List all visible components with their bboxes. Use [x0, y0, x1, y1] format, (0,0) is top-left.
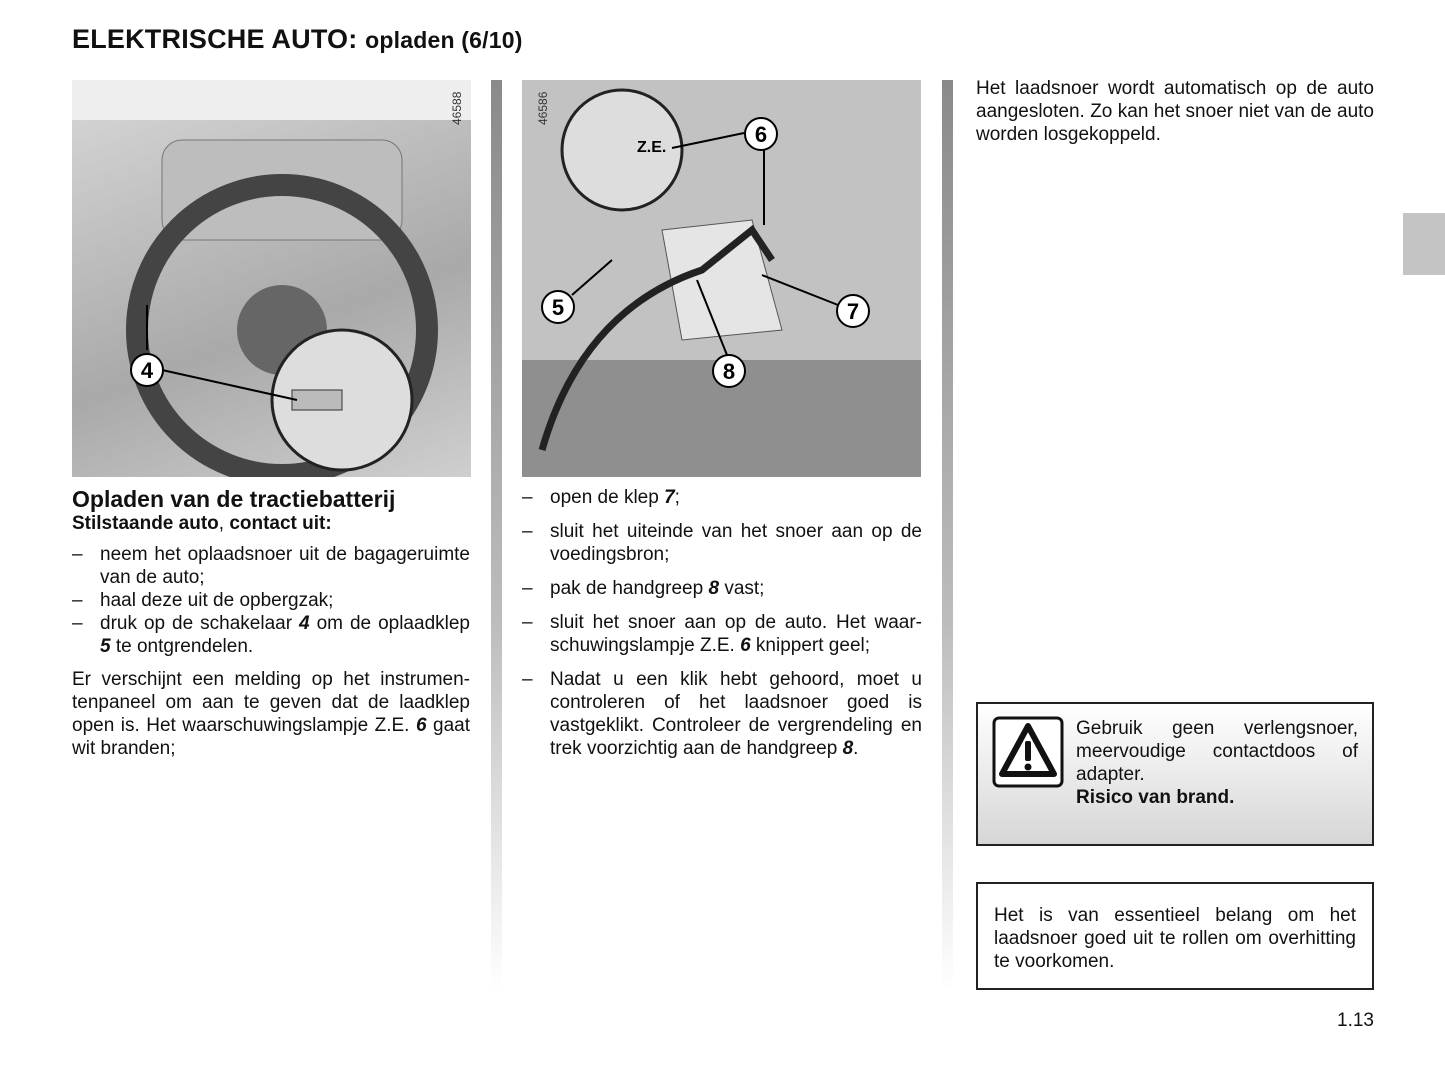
steps-list: [72, 543, 470, 658]
figure-code: 46588: [450, 91, 464, 125]
title-sub: opladen (6/10): [365, 27, 523, 53]
callout-5: 5: [551, 295, 565, 320]
list-item: – Nadat u een klik hebt gehoord, moet u controleren of het laadsnoer goed is vastgeklikt. Controleer de vergrendeling en trek voorzichtig aan de handgreep 8.: [522, 668, 922, 760]
section-subheading: Stilstaande auto, contact uit:: [72, 513, 332, 534]
steps-list: [522, 486, 922, 760]
column-divider: [491, 80, 502, 990]
warning-box: [976, 702, 1374, 846]
column-2: [522, 486, 922, 760]
section-heading: Opladen van de tractiebatterij: [72, 486, 396, 512]
callout-4: 4: [140, 358, 154, 383]
callout-6: 6: [754, 122, 768, 147]
title-main: ELEKTRISCHE AUTO:: [72, 24, 358, 54]
ze-label: Z.E.: [637, 139, 667, 156]
column-3: [976, 77, 1374, 146]
list-item: – open de klep 7;: [522, 486, 922, 509]
note-box: Het is van essentieel belang om het laadsnoer goed uit te rollen om overhitting te voorkomen.: [976, 882, 1374, 990]
chapter-tab: [1403, 213, 1445, 275]
list-item: – haal deze uit de opbergzak;: [72, 589, 470, 612]
column-divider: [942, 80, 953, 990]
warning-text: Gebruik geen verlengsnoer, meervoudige contactdoos of adapter. Risico van brand.: [1076, 718, 1358, 808]
list-item: – druk op de schakelaar 4 om de oplaadklep 5 te ontgrendelen.: [72, 612, 470, 658]
page-title: [72, 24, 523, 55]
charging-port-illustration: [522, 80, 921, 477]
charging-port-drawing: [522, 80, 921, 477]
list-item: – sluit het snoer aan op de auto. Het waarschuwingslampje Z.E. 6 knippert geel;: [522, 611, 922, 657]
warning-triangle-icon: [992, 716, 1064, 788]
dashboard-illustration: [72, 80, 471, 477]
list-item: – sluit het uiteinde van het snoer aan op de voedingsbron;: [522, 520, 922, 566]
callout-7: 7: [846, 299, 860, 324]
list-item: – neem het oplaadsnoer uit de bagageruimte van de auto;: [72, 543, 470, 589]
paragraph: Er verschijnt een melding op het instrumentenpaneel om aan te geven dat de laadklep open is. Het waarschuwingslampje Z.E. 6 gaat wit branden;: [72, 669, 470, 759]
list-item: – pak de handgreep 8 vast;: [522, 577, 922, 600]
page-number: 1.13: [1337, 1010, 1374, 1031]
dashboard-drawing: [72, 80, 471, 477]
column-1: [72, 486, 470, 760]
paragraph: Het laadsnoer wordt automatisch op de auto aangesloten. Zo kan het snoer niet van de auto worden losgekoppeld.: [976, 78, 1374, 145]
figure-code: 46586: [536, 91, 550, 125]
callout-8: 8: [722, 359, 736, 384]
